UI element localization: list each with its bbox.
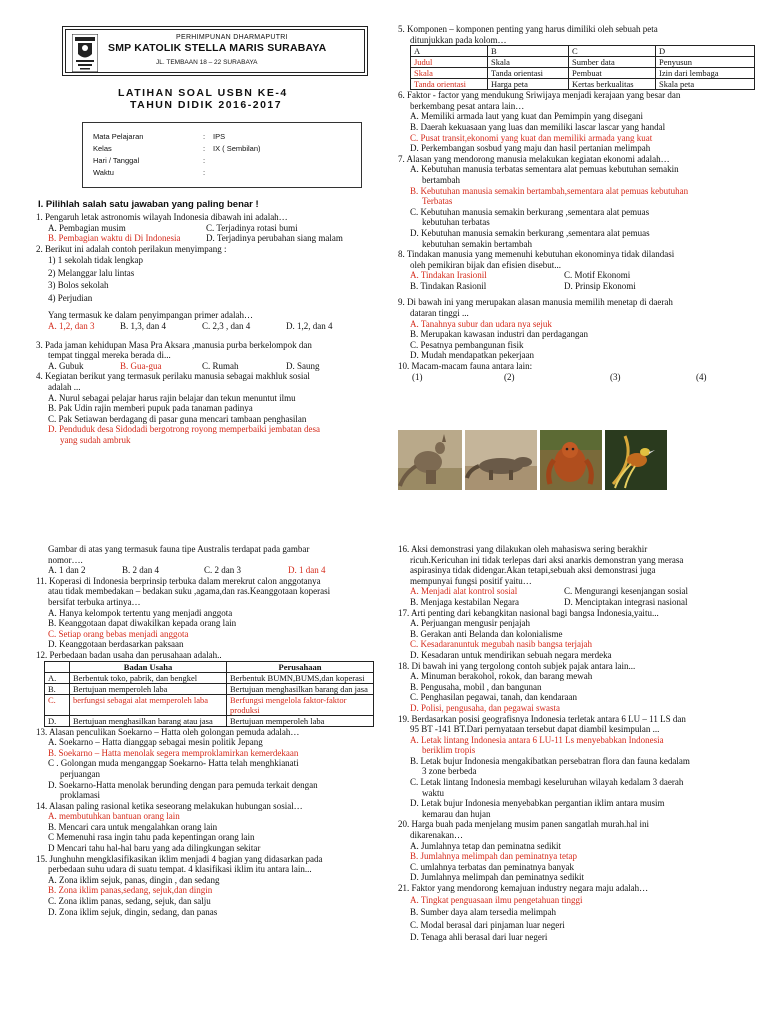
fauna-number: (3) [610,371,621,382]
question-20-cont: dikarenakan… [410,830,463,841]
table-row [45,694,374,715]
question-8: 8. Tindakan manusia yang memenuhi kebutuhan ekonominya tidak dilandasi [398,249,675,260]
school-address: JL. TEMBAAN 18 – 22 SURABAYA [156,59,258,66]
info-label: Kelas [93,144,112,153]
table-cell: Penyusun [656,57,755,68]
question-5-cont: ditunjukkan pada kolom… [410,34,507,45]
question-16-cont: mempunyai fungsi positif yaitu… [410,575,532,586]
question-7: 7. Alasan yang mendorong manusia melakukan kegiatan ekonomi adalah… [398,153,670,164]
question-3: 3. Pada jaman kehidupan Masa Pra Aksara ,manusia purba berkelompok dan [36,339,312,350]
exam-info-box [82,122,362,188]
option-c-cont: waktu [422,787,444,798]
option-a: A. 1 dan 2 [48,565,86,576]
table-row [45,683,374,694]
option-a: A. Gubuk [48,360,84,371]
option-d: D. 1,2, dan 4 [286,320,333,331]
option-b: B. Letak bujur Indonesia mengakibatkan persebatran flora dan fauna kedalam [410,755,690,766]
option-d: D. Tenaga ahli berasal dari luar negeri [410,932,548,943]
options-row [36,223,366,234]
info-row: Waktu : [93,168,206,177]
fauna-numbers [398,372,758,383]
list-item: 2) Melanggar lalu lintas [48,267,135,278]
option-d-cont: proklamasi [60,790,100,801]
options-row [398,597,758,608]
option-d: D. Zona iklim sejuk, dingin, sedang, dan panas [48,906,218,917]
option-a-answer: A. 1,2, dan 3 [48,320,95,331]
table-row [45,672,374,683]
options-row [36,321,366,332]
table-header: Perusahaan [227,661,374,672]
option-d: D. Prinsip Ekonomi [564,280,636,291]
option-b: B. Sumber daya alam tersedia melimpah [410,907,556,918]
question-9: 9. Di bawah ini yang merupakan alasan manusia memilih menetap di daerah [398,297,673,308]
option-b-answer: B. Kebutuhan manusia semakin bertambah,sementara alat pemuas kebutuhan [410,185,689,196]
option-a: A. Pembagian musim [48,222,126,233]
option-c: C. Zona iklim panas, sedang, sejuk, dan salju [48,896,211,907]
table-cell: B. [45,683,70,694]
option-a-answer: A. Tanahnya subur dan udara nya sejuk [410,318,552,329]
option-b: B. 2 dan 4 [122,565,159,576]
left-column-bottom [36,544,376,917]
school-header [62,26,368,76]
right-column-top [398,24,758,382]
question-17: 17. Arti penting dari kebangkitan nasional bagi bangsa Indonesia,yaitu... [398,607,659,618]
option-c: C. Pak Setiawan berdagang di pasar guna mencari tambaan penghasilan [48,413,307,424]
option-b-answer: B. Jumlahnya melimpah dan peminatnya tetap [410,851,577,862]
table-cell: Izin dari lembaga [656,68,755,79]
option-d-answer: D. Penduduk desa Sidodadi bergotrong royong memperbaiki jembatan desa [48,424,321,435]
table-cell: Pembuat [569,68,656,79]
option-d-answer-cont: yang sudah ambruk [60,434,131,445]
option-b-answer: B. Gua-gua [120,360,162,371]
info-label: Waktu [93,168,114,177]
question-6-cont: berkembang pesat antara lain… [410,100,525,111]
option-b-answer: B. Pembagian waktu di Di Indonesia [48,233,181,244]
option-d-answer: D. Polisi, pengusaha, dan pegawai swasta [410,702,560,713]
question-21: 21. Faktor yang mendorong kemajuan industry negara maju adalah… [398,883,649,893]
table-header: B [488,46,569,57]
info-label: Hari / Tanggal [93,156,140,165]
options-row [398,586,758,597]
option-b-answer: B. Soekarno – Hatta menolak segera memproklamirkan kemerdekaan [48,747,299,758]
table-header: D [656,46,755,57]
question-20: 20. Harga buah pada menjelang musim panen sangatlah murah.hal ini [398,819,650,830]
options-row [398,281,758,292]
list-item: 4) Perjudian [48,292,93,303]
option-c: C. umlahnya terbatas dan peminatnya banyak [410,861,574,872]
option-a-answer: A. Tindakan Irasionil [410,270,487,281]
table-cell-answer: C. [45,694,70,715]
option-c: C. 2 dan 3 [204,565,241,576]
info-row: Kelas : IX ( Sembilan) [93,144,261,153]
option-a: A. Perjuangan mengusir penjajah [410,618,530,629]
map-components-table [410,45,755,90]
option-b: B. Menjaga kestabilan Negara [410,596,519,607]
info-row: Hari / Tanggal : [93,156,206,165]
question-10: 10. Macam-macam fauna antara lain: [398,361,533,372]
options-row [36,361,366,372]
option-c: C. Terjadinya rotasi bumi [206,222,298,233]
left-column-top [36,212,366,446]
fauna-number: (2) [504,371,515,382]
option-b: B. 1,3, dan 4 [120,320,166,331]
question-2: 2. Berikut ini adalah contoh perilakun menyimpang : [36,243,227,254]
option-a: A. Soekarno – Hatta dianggap sebagai mesin politik Jepang [48,737,263,748]
option-d: D. Perkembangan sosbud yang maju dan hasil pertanian melimpah [410,143,651,154]
table-cell-answer: Tanda orientasi [411,79,488,90]
kangaroo-image [398,430,462,490]
info-label: Mata Pelajaran [93,132,144,141]
question-11-cont: atau tidak membedakan – bedakan suku ,agama,dan ras.Keanggotaan koperasi [48,586,331,597]
question-1: 1. Pengaruh letak astronomis wilayah Indonesia dibawah ini adalah… [36,212,288,222]
option-a: A. Nurul sebagai pelajar harus rajin belajar dan tekun menuntut ilmu [48,392,296,403]
school-name: SMP KATOLIK STELLA MARIS SURABAYA [108,42,327,54]
option-d-cont: kemarau dan hujan [422,808,491,819]
table-cell-answer: Skala [411,68,488,79]
org-name: PERHIMPUNAN DHARMAPUTRI [176,34,288,41]
option-d: D. Letak bujur Indonesia menyebabkan pergantian iklim antara musim [410,798,665,809]
table-cell: Kertas berkualitas [569,79,656,90]
table-row [411,57,755,68]
table-cell-answer: berfungsi sebagai alat memperoleh laba [70,694,227,715]
option-a: A. Kebutuhan manusia terbatas sementara alat pemuas kebutuhan semakin [410,164,679,175]
question-11-cont: bersifat terbuka artinya… [48,596,141,607]
options-row [36,565,376,576]
option-d: D Mencari tahu hal-hal baru yang ada dilingkungan sekitar [48,843,261,854]
table-cell: Berbentuk BUMN,BUMS,dan koperasi [227,672,374,683]
komodo-image [465,430,537,490]
table-row [411,68,755,79]
option-d: D. Kebutuhan manusia semakin berkurang ,sementara alat pemuas [410,227,650,238]
question-9-cont: dataran tinggi ... [410,308,469,319]
info-value: IX ( Sembilan) [213,144,261,153]
table-cell: Skala [488,57,569,68]
option-b: B. Pengusaha, mobil , dan bangunan [410,681,542,692]
table-cell: Bertujuan menghasilkan barang dan jasa [227,683,374,694]
list-item: 1) 1 sekolah tidak lengkap [48,255,143,266]
info-value: IPS [213,132,226,141]
question-13: 13. Alasan penculikan Soekarno – Hatta oleh golongan pemuda adalah… [36,726,300,737]
option-a-answer: A. Letak lintang Indonesia antara 6 LU-11 Ls menyebabkan Indonesia [410,734,664,745]
option-b: B. Gerakan anti Belanda dan kolonialisme [410,628,563,639]
option-a: A. Zona iklim sejuk, panas, dingin , dan sedang [48,874,220,885]
table-header: A [411,46,488,57]
business-table [44,661,374,727]
question-16: 16. Aksi demonstrasi yang dilakukan oleh mahasiswa sering berakhir [398,544,648,554]
option-d-cont: kebutuhan semakin bertambah [422,238,532,249]
option-c: C. Penghasilan pegawai, tanah, dan kendaraan [410,692,577,703]
option-d: D. Terjadinya perubahan siang malam [206,233,343,244]
school-logo-icon [72,34,98,72]
list-item: 3) Bolos sekolah [48,280,109,291]
question-12: 12. Perbedaan badan usaha dan perusahaan adalah.. [36,649,222,660]
option-d: D. Kesadaran untuk mendirikan sebuah negara merdeka [410,649,612,660]
question-14: 14. Alasan paling rasional ketika seseorang melakukan hubungan sosial… [36,800,303,811]
table-cell: Berbentuk toko, pabrik, dan bengkel [70,672,227,683]
bird-of-paradise-image [605,430,667,490]
table-cell: Bertujuan menghasilkan barang atau jasa [70,715,227,726]
option-b: B. Daerah kekuasaan yang luas dan memiliki lascar lascar yang handal [410,121,666,132]
question-11: 11. Koperasi di Indonesia berprinsip terbuka dalam merekrut calon anggotanya [36,575,321,586]
question-2-ask: Yang termasuk ke dalam penyimpangan primer adalah… [48,310,254,321]
question-19-cont: 95 BT -141 BT.Dari pernyataan tersebut dapat diambil kesimpulan ... [410,724,660,735]
table-header: C [569,46,656,57]
option-c: C. Mengurangi kesenjangan sosial [564,586,688,597]
option-d: D. Mudah mendapatkan pekerjaan [410,350,534,361]
table-cell-answer: Judul [411,57,488,68]
option-b: B. Merupakan kawasan industri dan perdagangan [410,329,588,340]
exam-year: TAHUN DIDIK 2016-2017 [130,99,283,111]
option-a-answer: A. Menjadi alat kontrol sosial [410,586,518,597]
question-10-ask: Gambar di atas yang termasuk fauna tipe Australis terdapat pada gambar [48,544,310,554]
option-a-answer: A. Tingkat penguasaan ilmu pengetahuan tinggi [410,894,583,905]
options-row [398,270,758,281]
table-cell: A. [45,672,70,683]
right-column-bottom [398,544,758,944]
option-b: B. Mencari cara untuk mengalahkan orang lain [48,821,218,832]
question-10-ask-cont: nomor…. [48,554,83,565]
option-a-answer-cont: beriklim tropis [422,745,476,756]
question-4: 4. Kegiatan berikut yang termasuk perilaku manusia sebagai makhluk sosial [36,371,310,382]
table-cell: Bertujuan memperoleh laba [227,715,374,726]
option-c: C. Modal berasal dari pinjaman luar negeri [410,919,565,930]
question-16-cont: ricuh.Kericuhan ini tidak terlepas dari aksi anarkis demonstran yang merasa [410,554,684,565]
fauna-number: (4) [696,371,707,382]
table-cell: Tanda orientasi [488,68,569,79]
option-b-cont: 3 zone berbeda [422,766,477,777]
option-d: D. Keanggotaan berdasarkan paksaan [48,639,184,650]
option-d: D. Jumlahnya melimpah dan peminatnya sedikit [410,872,584,883]
option-d: D. Saung [286,360,320,371]
exam-title: LATIHAN SOAL USBN KE-4 [118,87,288,99]
option-a-cont: bertambah [422,174,460,185]
options-row [36,233,366,244]
option-b: B. Pak Udin rajin memberi pupuk pada tanaman padinya [48,403,253,414]
question-5: 5. Komponen – komponen penting yang harus dimiliki oleh sebuah peta [398,24,658,34]
table-header: Badan Usaha [70,661,227,672]
option-a-answer: A. membutuhkan bantuan orang lain [48,811,180,822]
option-c-answer: C. Kesadaranuntuk megubah nasib bangsa terjajah [410,639,592,650]
option-b-answer-cont: Terbatas [422,196,453,207]
option-c-cont: perjuangan [60,768,100,779]
question-16-cont: aspirasinya tidak didengar.Akan tetapi,sebuah aksi demonstrasi juga [410,565,656,576]
table-row [411,79,755,90]
option-c: C Memenuhi rasa ingin tahu pada kepentingan orang lain [48,832,255,843]
option-d-answer: D. 1 dan 4 [288,565,326,576]
option-b: B. Keanggotaan dapat diwakilkan kepada orang lain [48,618,237,629]
option-c: C . Golongan muda menganggap Soekarno- Hatta telah menghkianati [48,758,299,769]
option-c: C. Letak lintang Indonesia membagi keseluruhan wilayah kedalam 3 daerah [410,777,684,788]
info-row: Mata Pelajaran : IPS [93,132,226,141]
option-c-answer: C. Pusat transit,ekonomi yang kuat dan memiliki armada yang kuat [410,132,653,143]
option-c-cont: kebutuhan terbatas [422,217,490,228]
question-15: 15. Junghuhn mengklasifikasikan iklim menjadi 4 bagian yang didasarkan pada [36,853,323,864]
option-c: C. Kebutuhan manusia semakin berkurang ,sementara alat pemuas [410,206,650,217]
option-c: C. Pesatnya pembangunan fisik [410,339,524,350]
question-8-cont: oleh pemikiran bijak dan efisien disebut... [410,259,561,270]
table-row [45,715,374,726]
question-6: 6. Faktor - factor yang mendukung Sriwijaya menjadi kerajaan yang besar dan [398,90,681,101]
question-4-cont: adalah ... [48,381,81,392]
table-cell: Skala peta [656,79,755,90]
question-18: 18. Di bawah ini yang tergolong contoh subjek pajak antara lain... [398,660,636,671]
option-d: D. Menciptakan integrasi nasional [564,596,688,607]
question-19: 19. Berdasarkan posisi geografisnya Indonesia terletak antara 6 LU – 11 LS dan [398,713,686,724]
option-a: A. Hanya kelompok tertentu yang menjadi anggota [48,607,233,618]
section-heading: I. Pilihlah salah satu jawaban yang paling benar ! [38,199,259,210]
table-cell: D. [45,715,70,726]
option-c: C. Rumah [202,360,239,371]
table-cell-answer: Berfungsi mengelola faktor-faktor produksi [227,694,374,715]
option-c: C. Motif Ekonomi [564,270,631,281]
option-c: C. 2,3 , dan 4 [202,320,251,331]
question-15-cont: perbedaan suhu udara di suatu tempat. 4 klasifikasi iklim itu antara lain... [48,864,312,875]
fauna-number: (1) [412,371,423,382]
question-3-cont: tempat tinggal mereka berada di... [48,350,171,361]
option-c-answer: C. Setiap orang bebas menjadi anggota [48,628,189,639]
option-b-answer: B. Zona iklim panas,sedang, sejuk,dan dingin [48,885,213,896]
option-d: D. Soekarno-Hatta menolak berunding dengan para pemuda terkait dengan [48,779,318,790]
option-b: B. Tindakan Rasionil [410,280,487,291]
table-cell: Bertujuan memperoleh laba [70,683,227,694]
orangutan-image [540,430,602,490]
table-cell: Harga peta [488,79,569,90]
option-a: A. Minuman berakohol, rokok, dan barang mewah [410,671,593,682]
option-a: A. Jumlahnya tetap dan peminatna sedikit [410,840,561,851]
option-a: A. Memiliki armada laut yang kuat dan Pemimpin yang disegani [410,111,643,122]
table-cell: Sumber data [569,57,656,68]
